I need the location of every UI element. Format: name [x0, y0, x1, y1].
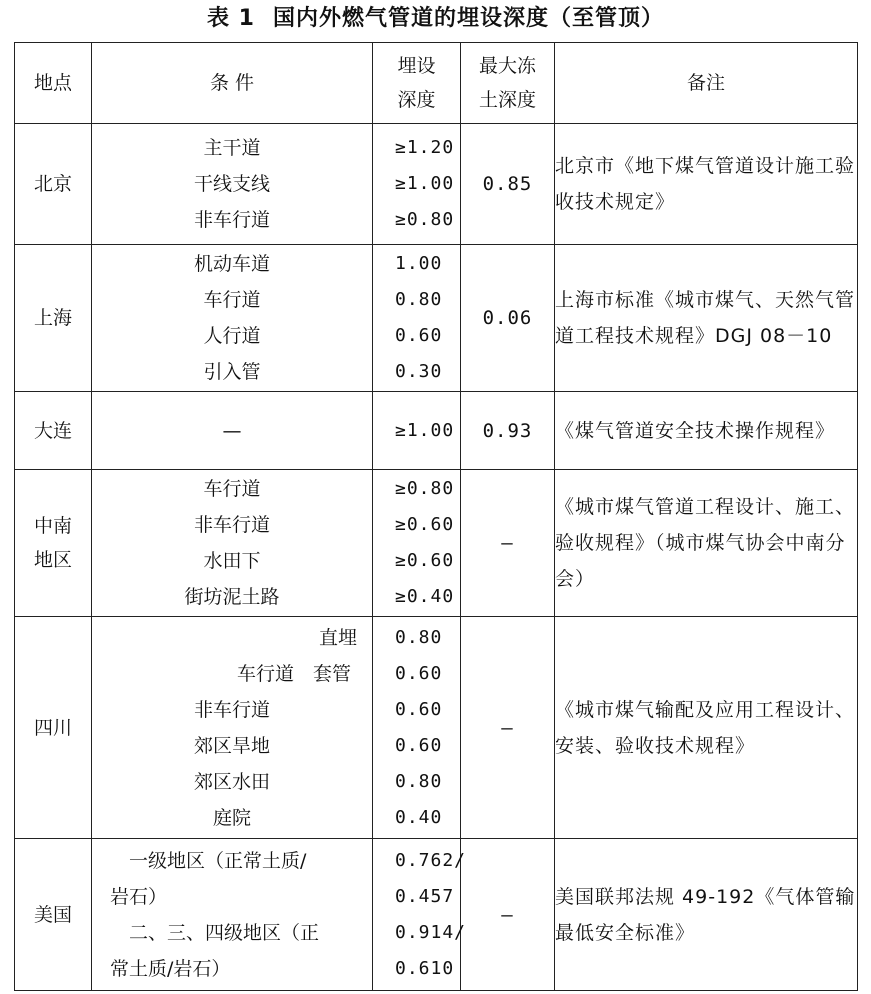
condition-line: 一级地区（正常土质/ — [110, 849, 307, 872]
condition-line: 常土质/岩石） — [110, 957, 231, 980]
depth-value: 0.60 — [395, 734, 443, 756]
condition-line: 郊区水田 — [193, 770, 270, 793]
depth-value: 0.914/ — [395, 921, 467, 943]
depth-value: ≥0.40 — [395, 586, 455, 607]
frost-depth-cell: 0.85 — [461, 124, 555, 245]
depth-value: ≥1.00 — [395, 419, 455, 441]
depth-cell — [373, 245, 461, 392]
frost-depth-cell: — — [461, 470, 555, 617]
header-frost-line1: 最大冻 — [478, 55, 536, 77]
header-note: 备注 — [555, 43, 858, 124]
condition-line: 人行道 — [203, 325, 261, 347]
location-cell: 四川 — [15, 617, 92, 839]
header-frost — [461, 43, 555, 124]
condition-line: 非车行道 — [193, 209, 270, 231]
depth-value: ≥0.60 — [395, 550, 455, 571]
note-cell: 北京市《地下煤气管道设计施工验收技术规定》 — [555, 124, 858, 245]
depth-cell — [373, 839, 467, 991]
depth-cell — [373, 470, 461, 617]
header-condition: 条 件 — [92, 43, 373, 124]
note-cell: 《城市煤气输配及应用工程设计、安装、验收技术规程》 — [555, 617, 858, 839]
depth-value: 0.457 — [395, 885, 455, 907]
depth-value: ≥0.60 — [395, 514, 455, 535]
frost-depth-cell: — — [461, 617, 555, 839]
note-cell: 《城市煤气管道工程设计、施工、验收规程》（城市煤气协会中南分会） — [555, 470, 858, 617]
depth-value: 1.00 — [395, 253, 443, 274]
depth-value: 0.60 — [395, 698, 443, 720]
table-row — [15, 470, 858, 617]
depth-value: ≥1.00 — [395, 173, 455, 194]
condition-cell: — — [92, 392, 373, 470]
condition-cell — [92, 245, 373, 392]
depth-value: ≥1.20 — [395, 137, 455, 158]
table-row — [15, 124, 858, 245]
depth-value: 0.80 — [395, 289, 443, 310]
table-row — [15, 839, 858, 991]
location-cell: 上海 — [15, 245, 92, 392]
header-depth — [373, 43, 461, 124]
condition-line: 主干道 — [203, 137, 261, 159]
header-location: 地点 — [15, 43, 92, 124]
table-row — [15, 392, 858, 470]
table-caption: 国内外燃气管道的埋设深度（至管顶） — [272, 6, 664, 31]
depth-value: 0.60 — [395, 325, 443, 346]
depth-value: 0.60 — [395, 662, 443, 684]
condition-line: 非车行道 — [193, 514, 270, 536]
condition-line: 岩石） — [110, 885, 168, 908]
condition-line: 干线支线 — [193, 173, 270, 195]
depth-value: 0.80 — [395, 626, 443, 648]
condition-line: 直埋 — [319, 626, 358, 649]
condition-line: 引入管 — [203, 361, 261, 383]
note-cell: 上海市标准《城市煤气、天然气管道工程技术规程》DGJ 08－10 — [555, 245, 858, 392]
location-line: 中南 — [33, 515, 72, 537]
frost-depth-cell: 0.93 — [461, 392, 555, 470]
table-title — [0, 4, 871, 34]
condition-line: 机动车道 — [193, 253, 270, 275]
frost-depth-cell: 0.06 — [461, 245, 555, 392]
condition-line: 车行道 — [203, 289, 261, 311]
header-depth-line2: 深度 — [397, 89, 436, 111]
depth-value: 0.30 — [395, 361, 443, 382]
condition-cell — [92, 470, 373, 617]
condition-line: 郊区旱地 — [193, 734, 270, 757]
location-line: 地区 — [33, 549, 72, 571]
depth-value: 0.762/ — [395, 849, 467, 871]
condition-line: 非车行道 — [193, 698, 270, 721]
depth-cell — [373, 124, 461, 245]
location-cell — [15, 470, 92, 617]
depth-value: ≥0.80 — [395, 478, 455, 499]
table-row — [15, 245, 858, 392]
note-cell: 《煤气管道安全技术操作规程》 — [555, 392, 858, 470]
condition-line: 水田下 — [203, 550, 261, 572]
condition-line: 车行道 — [203, 478, 261, 500]
depth-cell — [373, 392, 461, 470]
location-cell: 大连 — [15, 392, 92, 470]
location-cell: 美国 — [15, 839, 92, 991]
frost-depth-cell: — — [461, 839, 555, 991]
burial-depth-table — [14, 42, 858, 991]
location-cell: 北京 — [15, 124, 92, 245]
condition-line: 车行道 套管 — [237, 662, 352, 685]
header-frost-line2: 土深度 — [478, 89, 536, 111]
note-cell: 美国联邦法规 49-192《气体管输最低安全标准》 — [555, 839, 858, 991]
table-row — [15, 617, 858, 839]
condition-line: 二、三、四级地区（正 — [110, 921, 320, 944]
condition-line: 街坊泥土路 — [184, 586, 280, 608]
depth-value: 0.610 — [395, 957, 455, 979]
depth-value: ≥0.80 — [395, 209, 455, 230]
header-depth-line1: 埋设 — [397, 55, 436, 77]
condition-line: 庭院 — [212, 806, 251, 829]
depth-cell — [373, 617, 461, 839]
header-row — [15, 43, 858, 124]
table-number: 表 1 — [207, 6, 255, 31]
condition-cell — [92, 839, 373, 991]
depth-value: 0.40 — [395, 806, 443, 828]
depth-value: 0.80 — [395, 770, 443, 792]
condition-cell — [92, 124, 373, 245]
condition-cell — [92, 617, 373, 839]
